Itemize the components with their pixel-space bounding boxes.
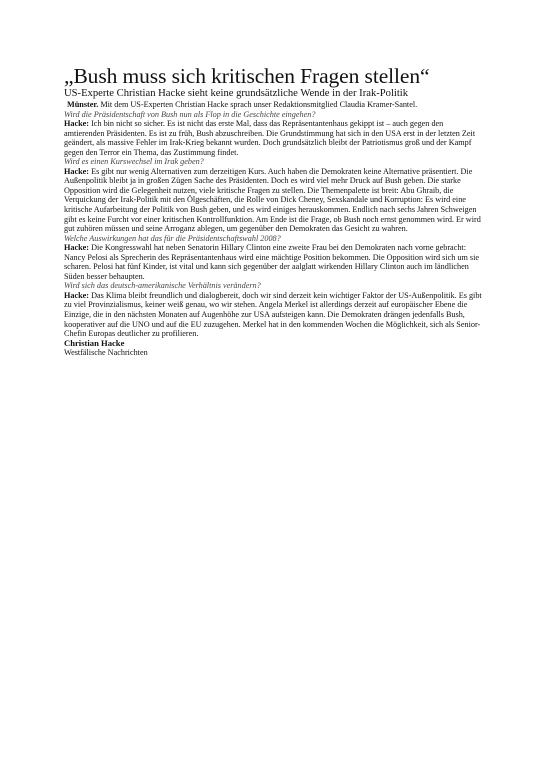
intro-text: Mit dem US-Experten Christian Hacke sprach unser Redaktionsmitglied Claudia Kramer-Santel.	[98, 100, 418, 109]
source-credit: Westfälische Nachrichten	[64, 348, 148, 358]
question-1: Wird die Präsidentschaft von Bush nun als Flop in die Geschichte eingehen?	[64, 109, 316, 119]
question-4: Wird sich das deutsch-amerikanische Verhältnis verändern?	[64, 281, 261, 291]
question-2: Wird es einen Kurswechsel im Irak geben?	[64, 157, 204, 167]
speaker-label: Hacke:	[64, 166, 90, 176]
answer-text: Das Klima bleibt freundlich und dialogbereit, doch wir sind derzeit kein wichtiger Faktor der US-Außenpolitik. Es gibt zu viel Provinzialismus, keiner weiß genau, wo wir stehen. Angela Merkel ist allerdings derzeit auf europäischer Ebene die Einzige, die in den nächsten Monaten auf Augenhöhe zur USA aufsteigen kann. Die Demokraten drängen jedenfalls Bush, kooperativer auf die UNO und auf die EU zuzugehen. Merkel hat in den kommenden Wochen die Möglichkeit, sich als Senior-Chefin Europas deutlicher zu profilieren.	[64, 290, 482, 339]
speaker-label: Hacke:	[64, 119, 90, 129]
intro-paragraph	[64, 100, 484, 110]
answer-text: Es gibt nur wenig Alternativen zum derzeitigen Kurs. Auch haben die Demokraten keine Alternative präsentiert. Die Außenpolitik bleibt ja in großen Zügen Sache des Präsidenten. Doch es wird viel mehr Druck auf Bush geben. Die starke Opposition wird die Gelegenheit nutzen, viele kritische Fragen zu stellen. Die Themenpalette ist breit: Abu Ghraib, die Verquickung der Irak-Politik mit den Ölgeschäften, die Rolle von Dick Cheney, Sexskandale und Korruption: Es wird eine kritische Aufarbeitung der Politik von Bush geben, und es wird einiges herauskommen. Endlich nach sechs Jahren Schweigen gibt es keine Furcht vor einer kritischen Kontrollfunktion. Am Ende ist die Frage, ob Bush noch ernst genommen wird. Er wird gut zuhören müssen und seine Arroganz ablegen, um gegenüber den Demokraten das Gesicht zu wahren.	[64, 166, 481, 234]
article	[64, 64, 484, 358]
speaker-label: Hacke:	[64, 243, 90, 253]
speaker-label: Hacke:	[64, 290, 90, 300]
answer-text: Ich bin nicht so sicher. Es ist nicht das erste Mal, dass das Repräsentantenhaus gekippt ist – auch gegen den amtierenden Präsidenten. Es ist zu früh, Bush abzuschreiben. Die Grundstimmung hat sich in den USA erst in der letzten Zeit geändert, als massive Fehler im Irak-Krieg bekannt wurden. Doch grundsätzlich bleibt der Patriotismus groß und der Kampf gegen den Terror ein Thema, das Zustimmung findet.	[64, 119, 476, 157]
answer-1	[64, 119, 484, 157]
author-signature: Christian Hacke	[64, 337, 125, 348]
answer-3	[64, 243, 484, 281]
subheadline: US-Experte Christian Hacke sieht keine grundsätzliche Wende in der Irak-Politik	[64, 88, 409, 99]
answer-4	[64, 291, 484, 339]
answer-2	[64, 167, 484, 234]
question-3: Welche Auswirkungen hat das für die Präsidentschaftswahl 2008?	[64, 233, 281, 243]
article-body	[64, 100, 484, 358]
answer-text: Die Kongresswahl hat neben Senatorin Hillary Clinton eine zweite Frau bei den Demokraten nach vorne gebracht: Nancy Pelosi als Sprecherin des Repräsentantenhaus wird eine mächtige Position bekommen. Die Opposition wird sich um sie scharen. Pelosi hat fünf Kinder, ist vital und kann sich gegenüber der aalglatt wirkenden Hillary Clinton auch im ländlichen Süden besser behaupten.	[64, 243, 479, 281]
dateline: Münster.	[67, 100, 99, 109]
headline: „Bush muss sich kritischen Fragen stellen“	[64, 64, 430, 88]
